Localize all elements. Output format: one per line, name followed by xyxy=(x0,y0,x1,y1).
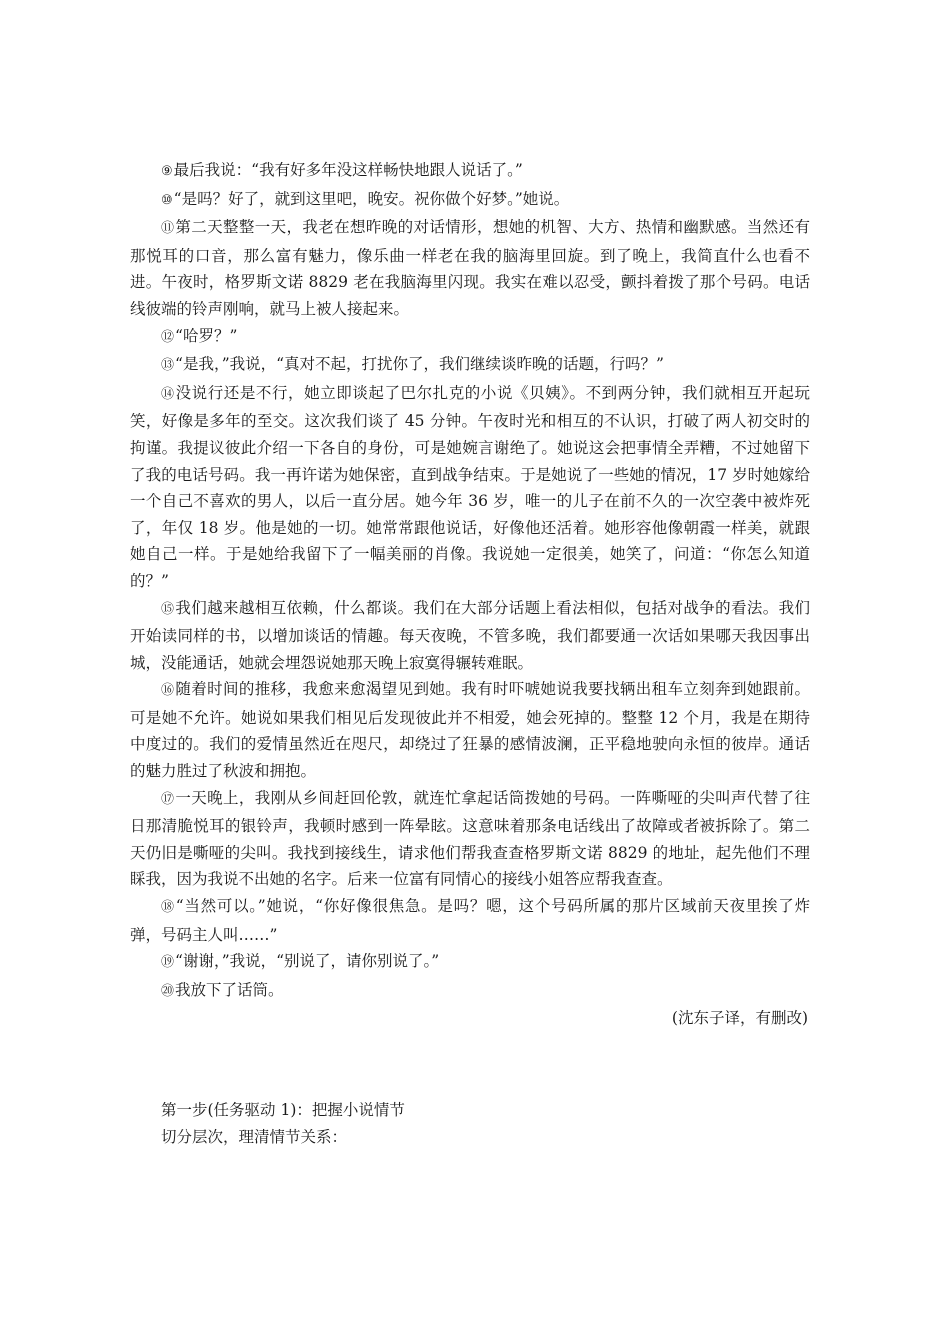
task-step-heading: 第一步(任务驱动 1)：把握小说情节 xyxy=(161,1101,405,1119)
paragraph-19 xyxy=(130,948,810,977)
paragraph-text: 没说行还是不行，她立即谈起了巴尔扎克的小说《贝姨》。不到两分钟，我们就相互开起玩笑，好像是多年的至交。这次我们谈了 45 分钟。午夜时光和相互的不认识，打破了两人初交时的拘谨。我提议彼此介绍一下各自的身份，可是她婉言谢绝了。她说这会把事情全弄糟，不过她留下了我的电话号码。我一再许诺为她保密，直到战争结束。于是她说了一些她的情况，17 岁时她嫁给一个自己不喜欢的男人，以后一直分居。她今年 36 岁，唯一的儿子在前不久的一次空袭中被炸死了，年仅 18 岁。他是她的一切。她常常跟他说话，好像他还活着。她形容他像朝霞一样美，就跟她自己一样。于是她给我留下了一幅美丽的肖像。我说她一定很美，她笑了，问道：“你怎么知道的？” xyxy=(130,383,810,590)
paragraph-number: ⑰ xyxy=(161,791,175,807)
paragraph-18 xyxy=(130,893,810,948)
paragraph-10 xyxy=(130,186,810,215)
task-instruction: 切分层次，理清情节关系： xyxy=(161,1127,348,1146)
paragraph-text: “是吗？好了，就到这里吧，晚安。祝你做个好梦。”她说。 xyxy=(173,189,570,208)
paragraph-text: 一天晚上，我刚从乡间赶回伦敦，就连忙拿起话筒拨她的号码。一阵嘶哑的尖叫声代替了往日那清脆悦耳的银铃声，我顿时感到一阵晕眩。这意味着那条电话线出了故障或者被拆除了。第二天仍旧是嘶哑的尖叫。我找到接线生，请求他们帮我查查格罗斯文诺 8829 的地址，起先他们不理睬我，因为我说不出她的名字。后来一位富有同情心的接线小姐答应帮我查查。 xyxy=(130,788,810,889)
paragraph-number: ⑪ xyxy=(161,221,175,237)
paragraph-text: 我放下了话筒。 xyxy=(175,980,284,999)
paragraph-12 xyxy=(130,323,810,352)
paragraph-15 xyxy=(130,595,810,677)
paragraph-11 xyxy=(130,214,810,322)
paragraph-number: ⑲ xyxy=(161,955,175,971)
task-section xyxy=(130,1097,810,1150)
paragraph-number: ⑩ xyxy=(161,192,173,208)
paragraph-13 xyxy=(130,351,810,380)
paragraph-number: ⑬ xyxy=(161,358,175,374)
paragraph-number: ⑮ xyxy=(161,601,175,617)
paragraph-text: 我们越来越相互依赖，什么都谈。我们在大部分话题上看法相似，包括对战争的看法。我们开始读同样的书，以增加谈话的情趣。每天夜晚，不管多晚，我们都要通一次话如果哪天我因事出城，没能通话，她就会埋怨说她那天晚上寂寞得辗转难眠。 xyxy=(130,598,810,672)
paragraph-number: ⑯ xyxy=(161,683,175,699)
paragraph-text: 最后我说：“我有好多年没这样畅快地跟人说话了。” xyxy=(173,161,523,179)
paragraph-number: ⑭ xyxy=(161,386,175,402)
article-body xyxy=(130,157,810,1032)
paragraph-number: ⑫ xyxy=(161,329,175,345)
paragraph-text: “当然可以。”她说，“你好像很焦急。是吗？嗯，这个号码所属的那片区域前天夜里挨了炸弹，号码主人叫……” xyxy=(130,897,810,944)
paragraph-20 xyxy=(130,977,810,1006)
paragraph-number: ⑱ xyxy=(161,900,175,916)
paragraph-text: “哈罗？” xyxy=(175,326,238,345)
source-attribution: (沈东子译，有删改) xyxy=(671,1009,808,1028)
paragraph-9 xyxy=(130,157,810,186)
paragraph-number: ⑨ xyxy=(161,164,173,179)
paragraph-text: “谢谢，”我说，“别说了，请你别说了。” xyxy=(175,952,440,971)
paragraph-number: ⑳ xyxy=(161,983,175,999)
paragraph-text: “是我，”我说，“真对不起，打扰你了，我们继续谈昨晚的话题，行吗？” xyxy=(175,355,664,374)
paragraph-17 xyxy=(130,785,810,893)
paragraph-14 xyxy=(130,380,810,595)
paragraph-text: 随着时间的推移，我愈来愈渴望见到她。我有时吓唬她说我要找辆出租车立刻奔到她跟前。可是她不允许。她说如果我们相见后发现彼此并不相爱，她会死掉的。整整 12 个月，我是在期待中度过的。我们的爱情虽然近在咫尺，却绕过了狂暴的感情波澜，正平稳地驶向永恒的彼岸。通话的魅力胜过了秋波和拥抱。 xyxy=(130,680,810,781)
paragraph-16 xyxy=(130,676,810,784)
paragraph-text: 第二天整整一天，我老在想昨晚的对话情形，想她的机智、大方、热情和幽默感。当然还有那悦耳的口音，那么富有魅力，像乐曲一样老在我的脑海里回旋。到了晚上，我简直什么也看不进。午夜时，格罗斯文诺 8829 老在我脑海里闪现。我实在难以忍受，颤抖着拨了那个号码。电话线彼端的铃声刚响，就马上被人接起来。 xyxy=(130,218,810,318)
